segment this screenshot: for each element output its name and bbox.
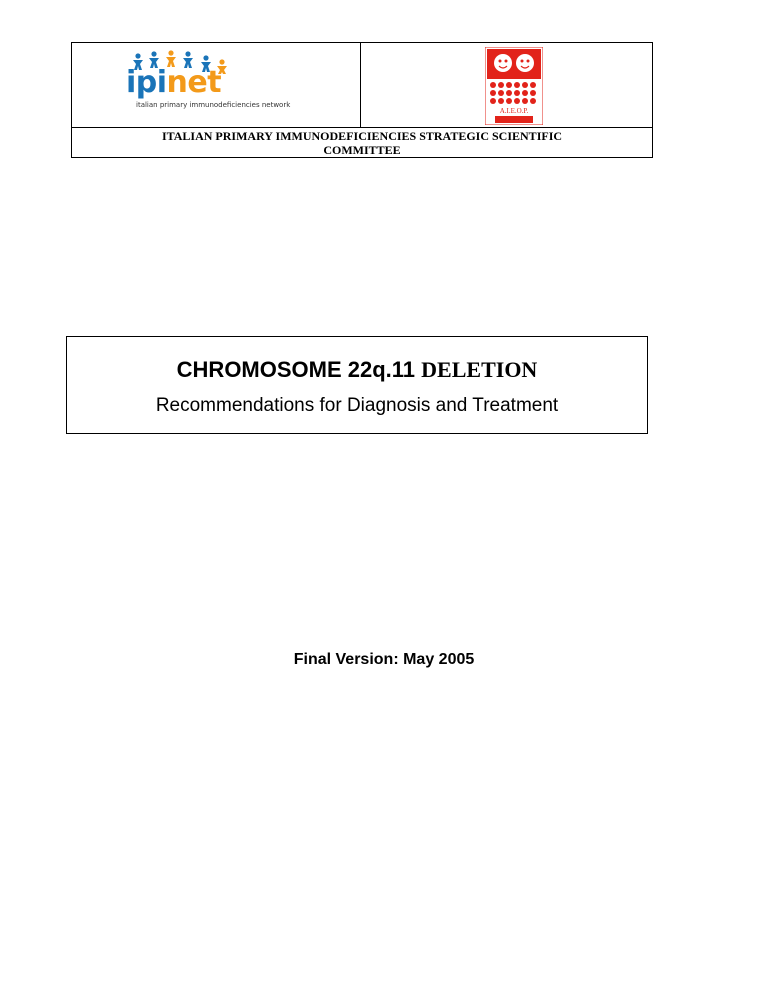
- ipinet-wordmark: [126, 65, 222, 100]
- document-title-part2: DELETION: [421, 357, 538, 382]
- title-box: [66, 336, 648, 434]
- final-version-date: Final Version: May 2005: [293, 651, 475, 668]
- document-title: [67, 357, 647, 383]
- logo-row: [72, 43, 652, 128]
- ipinet-tagline: italian primary immunodeficiencies network: [136, 101, 291, 109]
- aieop-acronym: A.I.E.O.P.: [499, 107, 529, 115]
- header-table: [71, 42, 653, 158]
- aieop-logo-cell: [361, 43, 652, 127]
- aieop-logo-icon: [485, 47, 543, 125]
- ipinet-logo-cell: [72, 43, 361, 127]
- committee-row: [72, 128, 652, 157]
- ipinet-logo: [126, 50, 316, 116]
- committee-name: ITALIAN PRIMARY IMMUNODEFICIENCIES STRATEGIC SCIENTIFIC COMMITTEE: [161, 128, 563, 157]
- ipinet-wordmark-ipi: ipi: [126, 65, 167, 100]
- document-subtitle: Recommendations for Diagnosis and Treatment: [155, 395, 559, 416]
- document-title-part1: CHROMOSOME 22q.11: [176, 357, 422, 382]
- ipinet-wordmark-net: net: [166, 65, 222, 100]
